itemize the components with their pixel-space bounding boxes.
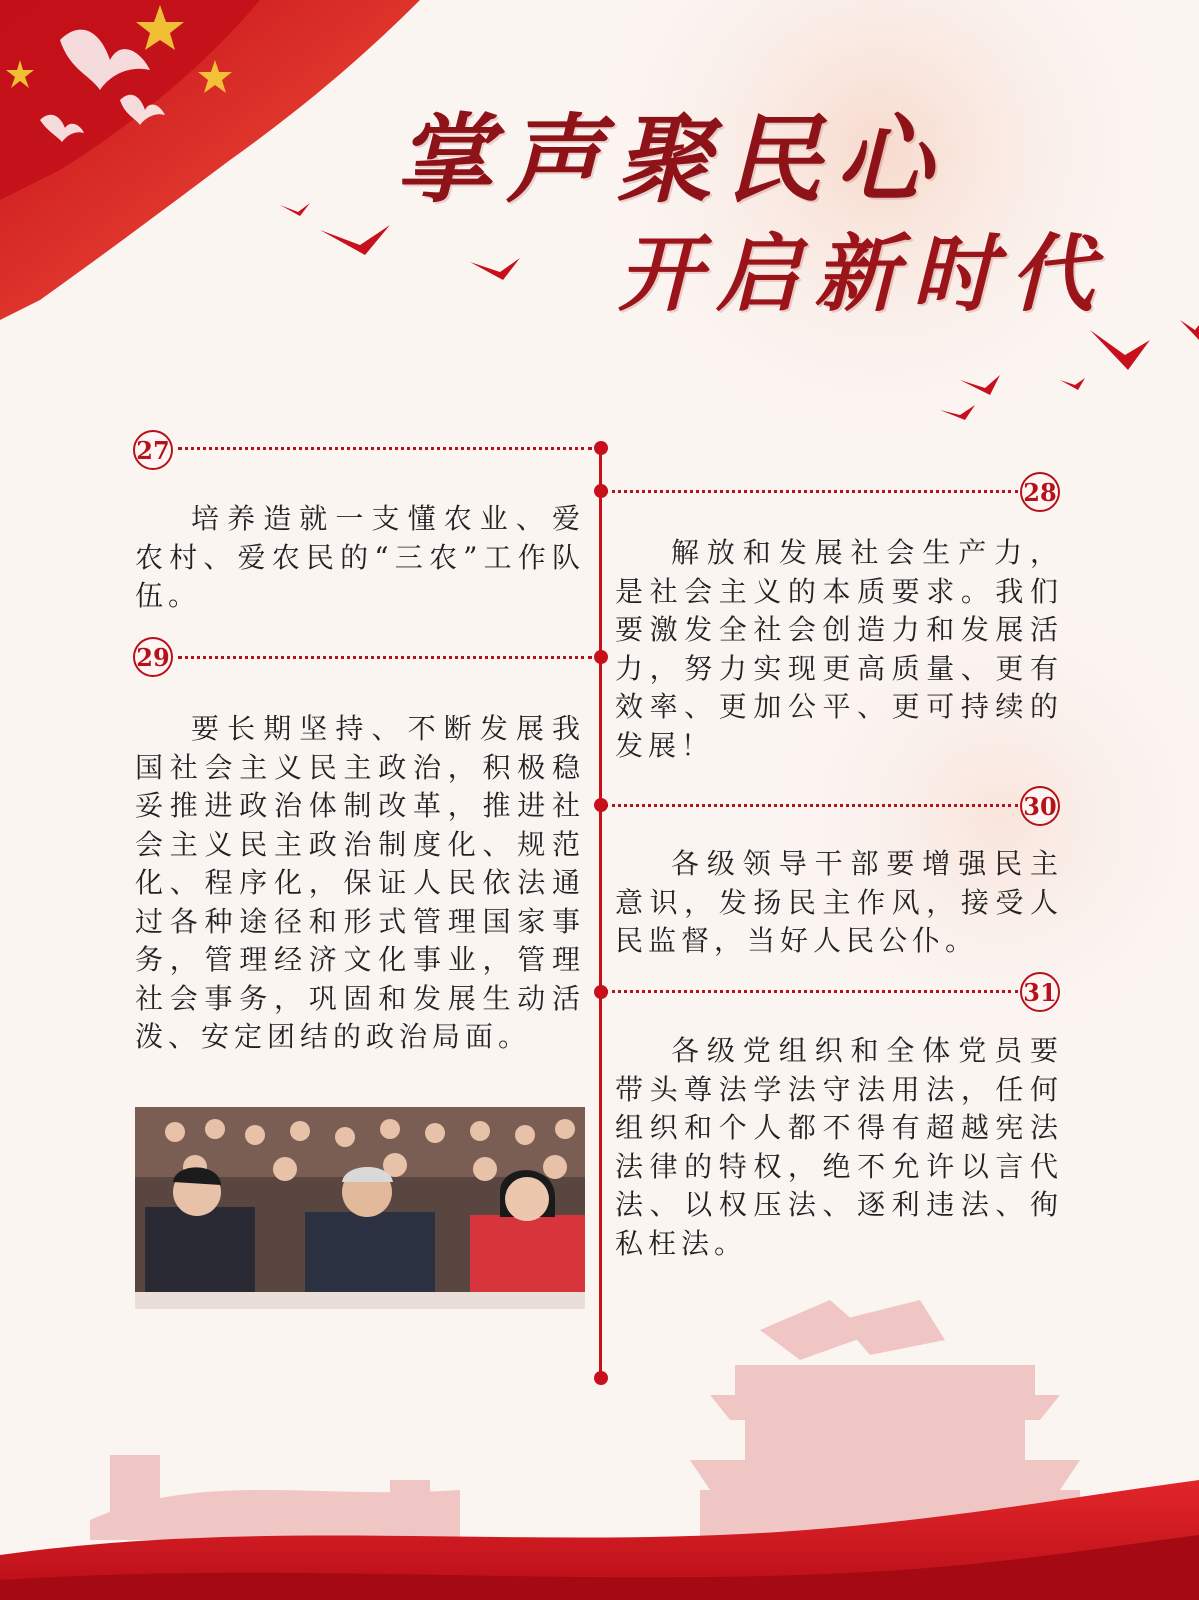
headline-line-2: 开启新时代 bbox=[618, 224, 1109, 323]
congress-applause-photo bbox=[135, 1107, 585, 1309]
timeline-node bbox=[594, 650, 608, 664]
item-connector-line bbox=[605, 804, 1018, 807]
item-number-badge: 28 bbox=[1020, 472, 1060, 512]
timeline-node bbox=[594, 1371, 608, 1385]
timeline-node bbox=[594, 441, 608, 455]
item-connector-line bbox=[178, 656, 592, 659]
item-text: 解放和发展社会生产力，是社会主义的本质要求。我们要激发全社会创造力和发展活力，努力实现更高质量、更有效率、更加公平、更可持续的发展！ bbox=[615, 536, 1063, 762]
item-number-badge: 30 bbox=[1020, 786, 1060, 826]
item-text: 要长期坚持、不断发展我国社会主义民主政治，积极稳妥推进政治体制改革，推进社会主义民主政治制度化、规范化、程序化，保证人民依法通过各种途径和形式管理国家事务，管理经济文化事业，管理社会事务，巩固和发展生动活泼、安定团结的政治局面。 bbox=[135, 712, 585, 1053]
item-connector-line bbox=[605, 990, 1018, 993]
item-text: 各级党组织和全体党员要带头尊法学法守法用法，任何组织和个人都不得有超越宪法法律的特权，绝不允许以言代法、以权压法、逐利违法、徇私枉法。 bbox=[615, 1034, 1063, 1260]
item-number-badge: 29 bbox=[133, 637, 173, 677]
item-connector-line bbox=[178, 447, 592, 450]
timeline-axis bbox=[599, 448, 602, 1378]
item-text: 培养造就一支懂农业、爱农村、爱农民的“三农”工作队伍。 bbox=[135, 502, 585, 612]
item-connector-line bbox=[605, 490, 1018, 493]
item-number-badge: 27 bbox=[133, 430, 173, 470]
item-text: 各级领导干部要增强民主意识，发扬民主作风，接受人民监督，当好人民公仆。 bbox=[615, 847, 1063, 957]
item-number-badge: 31 bbox=[1020, 972, 1060, 1012]
headline-line-1: 掌声聚民心 bbox=[396, 103, 946, 216]
